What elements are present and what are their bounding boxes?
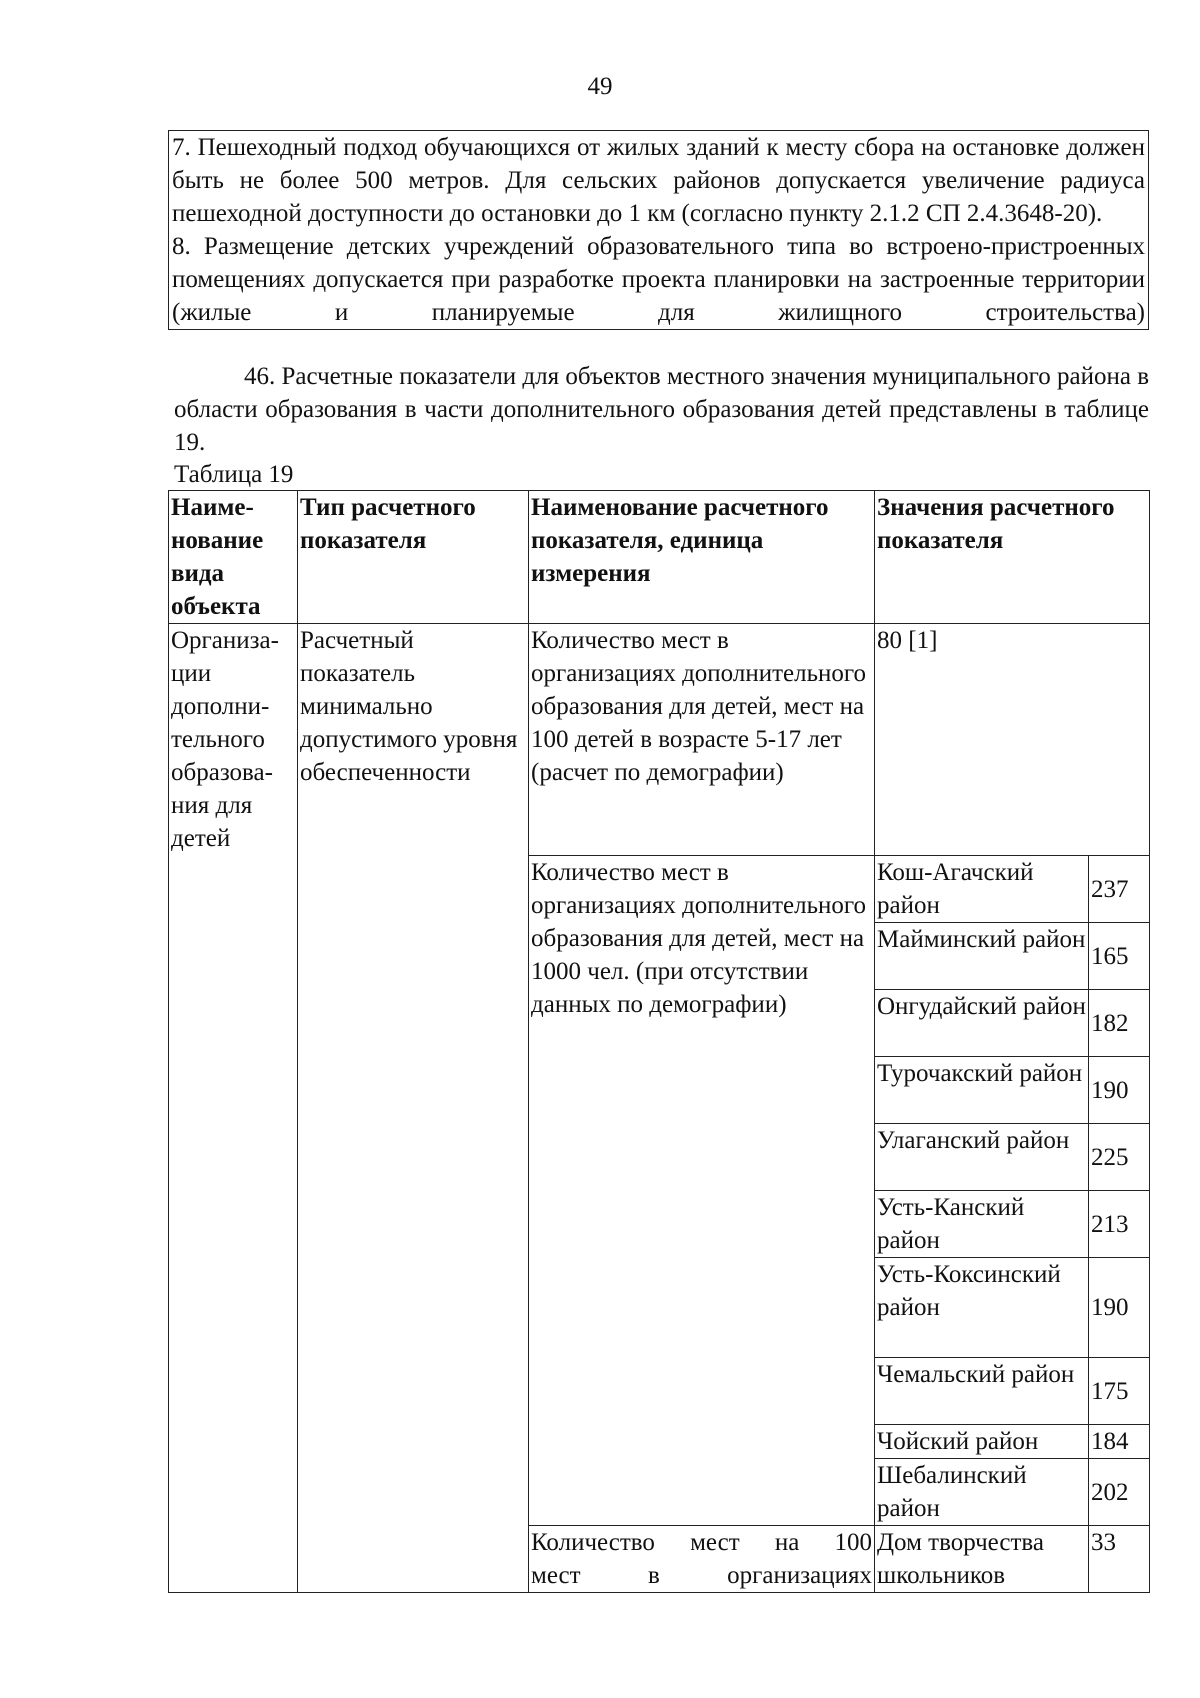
- district-value: 237: [1089, 856, 1150, 923]
- indicator-3-line-1: Количество мест на 100: [531, 1529, 872, 1556]
- intro-number: 46.: [244, 363, 276, 390]
- district-name: Турочакский район: [875, 1057, 1089, 1124]
- indicator-2-cell: Количество мест в организациях дополнительного образования для детей, мест на 1000 чел. (при отсутствии данных по демографии): [529, 856, 875, 1526]
- school-house-value: 33: [1089, 1526, 1150, 1593]
- district-value: 213: [1089, 1191, 1150, 1258]
- district-value: 190: [1089, 1258, 1150, 1358]
- district-name: Улаганский район: [875, 1124, 1089, 1191]
- district-name: Усть-Коксинский район: [875, 1258, 1089, 1358]
- table-header-row: [169, 491, 1150, 624]
- district-value: 184: [1089, 1425, 1150, 1459]
- intro-paragraph: [174, 360, 1149, 459]
- indicator-table: [168, 490, 1150, 1593]
- district-name: Чойский район: [875, 1425, 1089, 1459]
- indicator-1-cell: Количество мест в организациях дополнительного образования для детей, мест на 100 детей в возрасте 5-17 лет (расчет по демографии): [529, 624, 875, 856]
- district-name: Онгудайский район: [875, 990, 1089, 1057]
- district-name: Чемальский район: [875, 1358, 1089, 1425]
- intro-text: Расчетные показатели для объектов местного значения муниципального района в области образования в части дополнительного образования детей представлены в таблице 19.: [174, 363, 1149, 456]
- header-indicator-name: Наименование расчетного показателя, единица измерения: [529, 491, 875, 624]
- value-1-cell: 80 [1]: [875, 624, 1150, 856]
- indicator-3-line-2: мест в организациях: [531, 1562, 872, 1589]
- indicator-type-cell: Расчетный показатель минимально допустимого уровня обеспеченности: [298, 624, 529, 1593]
- district-value: 202: [1089, 1459, 1150, 1526]
- district-name: Усть-Канский район: [875, 1191, 1089, 1258]
- district-name: Майминский район: [875, 923, 1089, 990]
- district-name: Шебалинский район: [875, 1459, 1089, 1526]
- header-values: Значения расчетного показателя: [875, 491, 1150, 624]
- page-number: 49: [587, 73, 613, 100]
- header-indicator-type: Тип расчетного показателя: [298, 491, 529, 624]
- district-value: 182: [1089, 990, 1150, 1057]
- school-house-cell: Дом творчества школьников: [875, 1526, 1089, 1593]
- district-value: 175: [1089, 1358, 1150, 1425]
- note-7: 7. Пешеходный подход обучающихся от жилых зданий к месту сбора на остановке должен быть не более 500 метров. Для сельских районов допускается увеличение радиуса пешеходной доступности до остановки до 1 км (согласно пункту 2.1.2 СП 2.4.3648-20).: [172, 134, 1145, 227]
- object-type-cell: Организа-ции дополни-тельного образова-ния для детей: [169, 624, 298, 1593]
- header-object-type: Наиме-нование вида объекта: [169, 491, 298, 624]
- indicator-3-cell: [529, 1526, 875, 1593]
- table-row: [169, 624, 1150, 856]
- district-value: 190: [1089, 1057, 1150, 1124]
- table-caption: Таблица 19: [174, 461, 294, 488]
- note-8: 8. Размещение детских учреждений образовательного типа во встроено-пристроенных помещениях допускается при разработке проекта планировки на застроенные территории (жилые и планируемые для жилищного строительства): [172, 233, 1145, 326]
- district-value: 225: [1089, 1124, 1150, 1191]
- district-name: Кош-Агачский район: [875, 856, 1089, 923]
- district-value: 165: [1089, 923, 1150, 990]
- notes-box: [168, 130, 1149, 330]
